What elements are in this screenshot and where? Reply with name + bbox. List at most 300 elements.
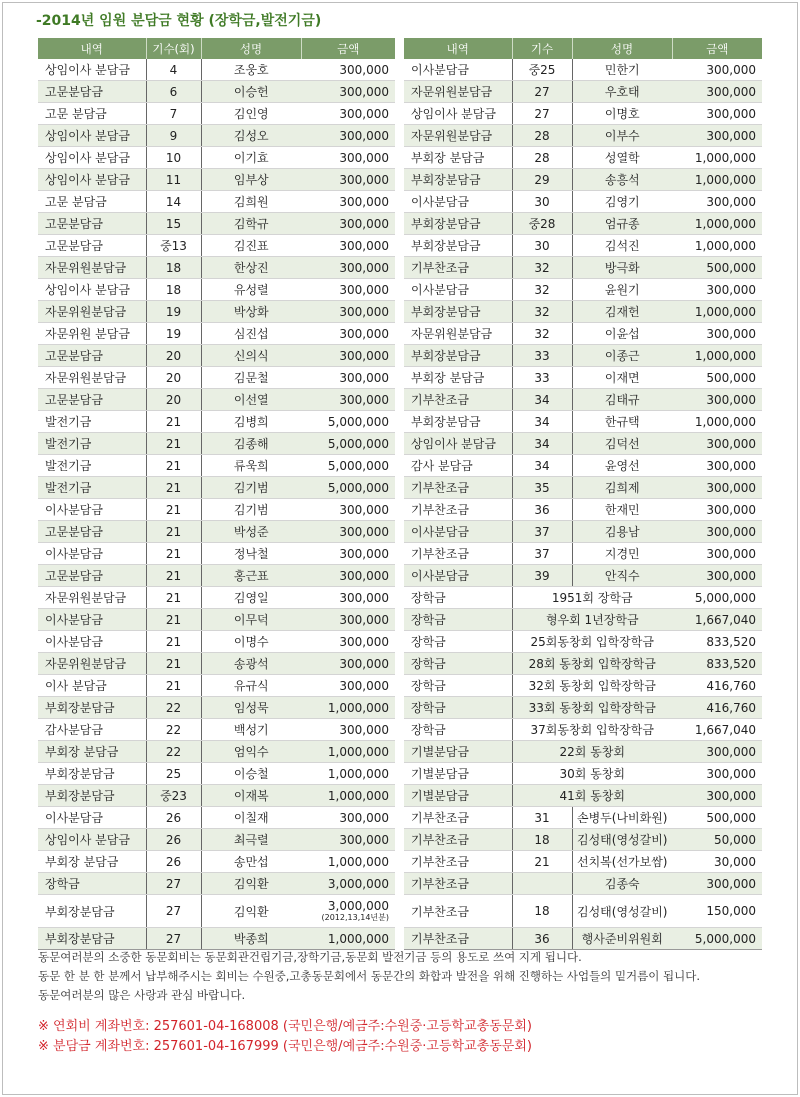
amount-cell: 1,000,000 [672, 213, 762, 235]
table-row [404, 895, 762, 928]
generation-cell: 35 [512, 477, 572, 499]
amount-cell: 50,000 [672, 829, 762, 851]
amount-cell: 300,000 [672, 499, 762, 521]
amount-cell: 300,000 [301, 609, 395, 631]
generation-cell: 중25 [512, 59, 572, 81]
item-cell: 부회장분담금 [38, 697, 146, 719]
name-cell: 안직수 [572, 565, 672, 587]
note-line: 동문 한 분 한 분께서 납부해주시는 회비는 수원중,고총동문회에서 동문간의 화합과 발전을 위해 진행하는 사업들의 밑거름이 됩니다. [38, 969, 701, 983]
name-cell: 이명수 [201, 631, 301, 653]
table-row [38, 697, 395, 719]
table-row [38, 301, 395, 323]
amount-cell: 300,000 [672, 763, 762, 785]
table-row [404, 411, 762, 433]
table-row [404, 125, 762, 147]
amount-cell: 300,000 [672, 785, 762, 807]
generation-cell: 32 [512, 257, 572, 279]
table-row [404, 169, 762, 191]
generation-cell: 18 [146, 257, 201, 279]
table-row [404, 565, 762, 587]
account-info [38, 1017, 532, 1057]
item-cell: 기별분담금 [404, 785, 512, 807]
amount-cell: 5,000,000 [301, 433, 395, 455]
generation-cell: 26 [146, 807, 201, 829]
table-row [404, 521, 762, 543]
item-cell: 부회장분담금 [38, 763, 146, 785]
amount-cell: 833,520 [672, 653, 762, 675]
amount-cell: 300,000 [301, 675, 395, 697]
name-cell: 유성렬 [201, 279, 301, 301]
table-row [404, 81, 762, 103]
item-cell: 발전기금 [38, 477, 146, 499]
name-cell: 김영기 [572, 191, 672, 213]
table-row [404, 851, 762, 873]
name-cell: 김재헌 [572, 301, 672, 323]
amount-cell: 1,000,000 [672, 345, 762, 367]
name-cell: 박종희 [201, 928, 301, 950]
item-cell: 자문위원분담금 [38, 301, 146, 323]
item-cell: 고문 분담금 [38, 191, 146, 213]
name-cell: 이재복 [201, 785, 301, 807]
header-name: 성명 [572, 38, 672, 59]
header-generation: 기수(회) [146, 38, 201, 59]
amount-note: (2012,13,14년분) [321, 913, 389, 922]
item-cell: 기부찬조금 [404, 499, 512, 521]
header-item: 내역 [404, 38, 512, 59]
amount-cell: 1,000,000 [301, 851, 395, 873]
name-cell: 심진섭 [201, 323, 301, 345]
item-cell: 자문위원분담금 [38, 653, 146, 675]
name-cell: 김종해 [201, 433, 301, 455]
amount-cell: 300,000 [301, 235, 395, 257]
table-row [404, 103, 762, 125]
name-cell: 김석진 [572, 235, 672, 257]
table-row [38, 367, 395, 389]
amount-cell: 300,000 [301, 169, 395, 191]
name-cell: 이승철 [201, 763, 301, 785]
amount-cell: 300,000 [301, 587, 395, 609]
amount-cell: 300,000 [301, 191, 395, 213]
item-cell: 상임이사 분담금 [38, 279, 146, 301]
table-row [404, 631, 762, 653]
amount-cell: 30,000 [672, 851, 762, 873]
header-generation: 기수 [512, 38, 572, 59]
name-cell: 성열학 [572, 147, 672, 169]
name-cell: 김기범 [201, 477, 301, 499]
item-cell: 장학금 [404, 609, 512, 631]
table-row [404, 389, 762, 411]
generation-cell: 4 [146, 59, 201, 81]
generation-cell: 21 [146, 499, 201, 521]
amount-cell: 300,000 [672, 59, 762, 81]
name-cell: 김인영 [201, 103, 301, 125]
table-row [38, 895, 395, 928]
table-row [404, 587, 762, 609]
generation-cell: 33 [512, 367, 572, 389]
table-row [404, 477, 762, 499]
name-cell: 김희원 [201, 191, 301, 213]
table-row [38, 653, 395, 675]
generation-cell: 32 [512, 301, 572, 323]
item-cell: 부회장분담금 [404, 235, 512, 257]
generation-cell: 15 [146, 213, 201, 235]
generation-cell: 28 [512, 147, 572, 169]
item-cell: 부회장분담금 [404, 345, 512, 367]
amount-cell: 300,000 [672, 323, 762, 345]
item-cell: 기부찬조금 [404, 928, 512, 950]
name-cell: 김종숙 [572, 873, 672, 895]
generation-cell: 32 [512, 279, 572, 301]
amount-cell: 300,000 [301, 147, 395, 169]
amount-cell: 300,000 [672, 455, 762, 477]
table-row [404, 719, 762, 741]
name-cell: 최극렬 [201, 829, 301, 851]
item-cell: 기부찬조금 [404, 257, 512, 279]
table-row [38, 477, 395, 499]
amount-cell: 300,000 [301, 807, 395, 829]
amount-cell: 1,667,040 [672, 719, 762, 741]
amount-cell [301, 895, 395, 928]
generation-cell: 26 [146, 851, 201, 873]
left-donation-table [38, 38, 395, 950]
amount-cell: 300,000 [672, 565, 762, 587]
table-row [404, 455, 762, 477]
table-row [38, 279, 395, 301]
item-cell: 기별분담금 [404, 763, 512, 785]
name-cell: 엄규종 [572, 213, 672, 235]
table-row [38, 169, 395, 191]
table-row [38, 763, 395, 785]
item-cell: 장학금 [404, 675, 512, 697]
annual-fee-account: ※ 연회비 계좌번호: 257601-04-168008 (국민은행/예금주:수원중·고등학교총동문회) [38, 1019, 532, 1034]
table-row [404, 829, 762, 851]
table-row [404, 235, 762, 257]
item-cell: 부회장분담금 [38, 785, 146, 807]
amount-cell: 300,000 [672, 521, 762, 543]
generation-cell: 21 [146, 609, 201, 631]
table-row [38, 257, 395, 279]
item-cell: 고문 분담금 [38, 103, 146, 125]
header-item: 내역 [38, 38, 146, 59]
notes-section [38, 948, 700, 1005]
generation-cell: 10 [146, 147, 201, 169]
name-cell: 이칠재 [201, 807, 301, 829]
name-cell: 엄익수 [201, 741, 301, 763]
item-cell: 이사분담금 [404, 279, 512, 301]
name-cell: 유규식 [201, 675, 301, 697]
generation-cell: 21 [146, 631, 201, 653]
page-title: -2014년 임원 분담금 현황 (장학금,발전기금) [36, 13, 322, 29]
generation-cell: 32 [512, 323, 572, 345]
item-cell: 부회장 분담금 [38, 741, 146, 763]
amount-cell: 300,000 [672, 125, 762, 147]
table-row [404, 609, 762, 631]
amount-cell: 300,000 [672, 81, 762, 103]
table-row [404, 59, 762, 81]
item-cell: 감사 분담금 [404, 455, 512, 477]
generation-cell: 39 [512, 565, 572, 587]
item-cell: 상임이사 분담금 [38, 829, 146, 851]
item-cell: 상임이사 분담금 [38, 169, 146, 191]
item-cell: 고문분담금 [38, 389, 146, 411]
item-cell: 부회장분담금 [38, 895, 146, 928]
amount-cell: 300,000 [672, 279, 762, 301]
amount-cell: 300,000 [672, 543, 762, 565]
generation-cell: 20 [146, 367, 201, 389]
name-cell: 김문철 [201, 367, 301, 389]
table-row [404, 763, 762, 785]
generation-cell: 21 [146, 521, 201, 543]
table-row [404, 433, 762, 455]
item-cell: 이사분담금 [404, 59, 512, 81]
description-cell: 32회 동창회 입학장학금 [512, 675, 672, 697]
amount-value: 3,000,000 [327, 899, 389, 913]
item-cell: 이사분담금 [38, 499, 146, 521]
table-row [38, 323, 395, 345]
generation-cell: 21 [146, 455, 201, 477]
table-row [404, 741, 762, 763]
generation-cell: 19 [146, 301, 201, 323]
generation-cell: 21 [146, 675, 201, 697]
item-cell: 부회장분담금 [404, 213, 512, 235]
amount-cell: 1,000,000 [672, 235, 762, 257]
item-cell: 기부찬조금 [404, 851, 512, 873]
item-cell: 기부찬조금 [404, 873, 512, 895]
table-row [38, 521, 395, 543]
name-cell: 조웅호 [201, 59, 301, 81]
generation-cell: 31 [512, 807, 572, 829]
name-cell: 정낙철 [201, 543, 301, 565]
table-row [38, 125, 395, 147]
header-amount: 금액 [672, 38, 762, 59]
item-cell: 기부찬조금 [404, 829, 512, 851]
name-cell: 이기효 [201, 147, 301, 169]
generation-cell: 21 [146, 411, 201, 433]
item-cell: 부회장 분담금 [38, 851, 146, 873]
amount-cell: 300,000 [301, 499, 395, 521]
item-cell: 이사분담금 [404, 521, 512, 543]
generation-cell: 26 [146, 829, 201, 851]
description-cell: 22회 동창회 [512, 741, 672, 763]
generation-cell: 21 [146, 477, 201, 499]
table-row [404, 873, 762, 895]
name-cell: 김학규 [201, 213, 301, 235]
name-cell: 김기범 [201, 499, 301, 521]
generation-cell: 27 [146, 873, 201, 895]
table-row [404, 543, 762, 565]
amount-cell: 5,000,000 [301, 477, 395, 499]
amount-cell: 300,000 [672, 477, 762, 499]
item-cell: 기부찬조금 [404, 477, 512, 499]
table-row [38, 59, 395, 81]
name-cell: 홍근표 [201, 565, 301, 587]
table-row [404, 697, 762, 719]
item-cell: 상임이사 분담금 [38, 147, 146, 169]
amount-cell: 1,000,000 [301, 928, 395, 950]
amount-cell: 5,000,000 [301, 455, 395, 477]
table-row [38, 807, 395, 829]
item-cell: 자문위원분담금 [38, 367, 146, 389]
name-cell: 김희제 [572, 477, 672, 499]
item-cell: 부회장분담금 [404, 301, 512, 323]
table-row [404, 213, 762, 235]
table-row [38, 499, 395, 521]
amount-cell: 300,000 [301, 213, 395, 235]
item-cell: 기별분담금 [404, 741, 512, 763]
amount-cell: 300,000 [301, 521, 395, 543]
generation-cell: 21 [146, 653, 201, 675]
item-cell: 발전기금 [38, 433, 146, 455]
item-cell: 기부찬조금 [404, 543, 512, 565]
amount-cell: 500,000 [672, 367, 762, 389]
item-cell: 장학금 [404, 697, 512, 719]
right-table-header-row [404, 38, 762, 59]
generation-cell: 중23 [146, 785, 201, 807]
table-row [38, 191, 395, 213]
name-cell: 이부수 [572, 125, 672, 147]
name-cell: 임성묵 [201, 697, 301, 719]
amount-cell: 5,000,000 [672, 928, 762, 950]
item-cell: 부회장 분담금 [404, 367, 512, 389]
amount-cell: 300,000 [301, 59, 395, 81]
name-cell: 이윤섭 [572, 323, 672, 345]
amount-cell: 300,000 [301, 103, 395, 125]
name-cell: 임부상 [201, 169, 301, 191]
item-cell: 장학금 [404, 719, 512, 741]
generation-cell: 6 [146, 81, 201, 103]
amount-cell: 5,000,000 [672, 587, 762, 609]
name-cell: 김태규 [572, 389, 672, 411]
table-row [404, 653, 762, 675]
table-row [404, 323, 762, 345]
item-cell: 부회장분담금 [404, 411, 512, 433]
table-row [38, 851, 395, 873]
table-row [404, 345, 762, 367]
generation-cell: 27 [512, 103, 572, 125]
amount-cell: 150,000 [672, 895, 762, 928]
generation-cell: 21 [512, 851, 572, 873]
amount-cell: 500,000 [672, 257, 762, 279]
name-cell: 김익환 [201, 895, 301, 928]
item-cell: 고문분담금 [38, 521, 146, 543]
table-row [38, 785, 395, 807]
generation-cell: 30 [512, 191, 572, 213]
description-cell: 33회 동창회 입학장학금 [512, 697, 672, 719]
note-line: 동문여러분의 소중한 동문회비는 동문회관건립기금,장학기금,동문회 발전기금 등의 용도로 쓰여 지게 됩니다. [38, 950, 582, 964]
table-row [38, 829, 395, 851]
item-cell: 고문분담금 [38, 213, 146, 235]
item-cell: 자문위원분담금 [38, 587, 146, 609]
item-cell: 자문위원분담금 [38, 257, 146, 279]
generation-cell: 22 [146, 741, 201, 763]
name-cell: 류욱희 [201, 455, 301, 477]
generation-cell: 34 [512, 389, 572, 411]
table-row [38, 873, 395, 895]
amount-cell: 500,000 [672, 807, 762, 829]
amount-cell: 1,000,000 [301, 741, 395, 763]
table-row [38, 609, 395, 631]
generation-cell: 27 [146, 928, 201, 950]
item-cell: 부회장분담금 [38, 928, 146, 950]
description-cell: 28회 동창회 입학장학금 [512, 653, 672, 675]
name-cell: 이재면 [572, 367, 672, 389]
table-row [404, 191, 762, 213]
description-cell: 37회동창회 입학장학금 [512, 719, 672, 741]
name-cell: 지경민 [572, 543, 672, 565]
generation-cell: 21 [146, 587, 201, 609]
amount-cell: 300,000 [301, 631, 395, 653]
amount-cell: 300,000 [301, 125, 395, 147]
table-row [404, 928, 762, 950]
name-cell: 민한기 [572, 59, 672, 81]
generation-cell: 21 [146, 543, 201, 565]
item-cell: 상임이사 분담금 [38, 59, 146, 81]
name-cell: 한재민 [572, 499, 672, 521]
item-cell: 발전기금 [38, 411, 146, 433]
item-cell: 발전기금 [38, 455, 146, 477]
name-cell: 송만섭 [201, 851, 301, 873]
generation-cell: 19 [146, 323, 201, 345]
left-table-header-row [38, 38, 395, 59]
table-row [38, 928, 395, 950]
item-cell: 장학금 [404, 653, 512, 675]
name-cell: 이명호 [572, 103, 672, 125]
name-cell: 김진표 [201, 235, 301, 257]
amount-cell: 1,000,000 [672, 301, 762, 323]
item-cell: 기부찬조금 [404, 389, 512, 411]
generation-cell: 36 [512, 928, 572, 950]
item-cell: 장학금 [404, 587, 512, 609]
name-cell: 김용남 [572, 521, 672, 543]
item-cell: 상임이사 분담금 [38, 125, 146, 147]
amount-cell: 300,000 [301, 543, 395, 565]
amount-cell: 416,760 [672, 697, 762, 719]
name-cell: 김병희 [201, 411, 301, 433]
generation-cell: 28 [512, 125, 572, 147]
item-cell: 이사분담금 [404, 191, 512, 213]
name-cell: 백성기 [201, 719, 301, 741]
name-cell: 김성오 [201, 125, 301, 147]
table-row [404, 279, 762, 301]
item-cell: 고문분담금 [38, 81, 146, 103]
item-cell: 부회장 분담금 [404, 147, 512, 169]
table-row [38, 389, 395, 411]
item-cell: 자문위원분담금 [404, 323, 512, 345]
amount-cell: 5,000,000 [301, 411, 395, 433]
amount-cell: 1,000,000 [301, 763, 395, 785]
name-cell: 김성태(영성갈비) [572, 895, 672, 928]
amount-cell: 300,000 [301, 323, 395, 345]
amount-cell: 300,000 [301, 367, 395, 389]
name-cell: 이선열 [201, 389, 301, 411]
table-row [38, 565, 395, 587]
table-row [404, 257, 762, 279]
amount-cell: 416,760 [672, 675, 762, 697]
amount-cell: 1,000,000 [672, 411, 762, 433]
table-row [38, 345, 395, 367]
generation-cell [512, 873, 572, 895]
amount-cell: 1,000,000 [672, 169, 762, 191]
generation-cell: 21 [146, 565, 201, 587]
table-row [38, 411, 395, 433]
amount-cell: 1,000,000 [301, 697, 395, 719]
name-cell: 손병두(나비화원) [572, 807, 672, 829]
name-cell: 선치복(선가보쌈) [572, 851, 672, 873]
item-cell: 기부찬조금 [404, 807, 512, 829]
generation-cell: 37 [512, 521, 572, 543]
description-cell: 30회 동창회 [512, 763, 672, 785]
item-cell: 장학금 [404, 631, 512, 653]
